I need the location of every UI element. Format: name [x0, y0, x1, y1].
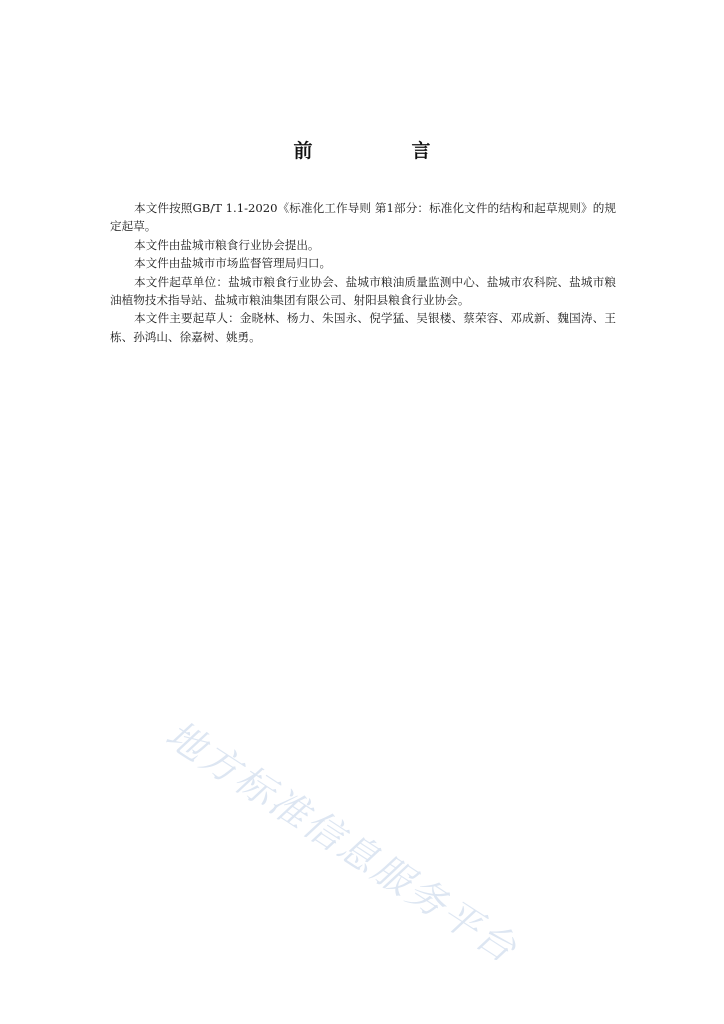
paragraph-main-drafters: 本文件主要起草人：金晓林、杨力、朱国永、倪学猛、吴银楼、蔡荣容、邓成新、魏国涛、王栋、孙鸿山、徐嘉树、姚勇。	[110, 311, 616, 344]
document-body	[110, 199, 616, 346]
paragraph-drafting-rules: 本文件按照GB/T 1.1-2020《标准化工作导则 第1部分：标准化文件的结构和起草规则》的规定起草。	[110, 201, 616, 234]
page-title: 前 言	[293, 140, 471, 162]
paragraph-administrator: 本文件由盐城市市场监督管理局归口。	[134, 256, 332, 271]
paragraph-proposer: 本文件由盐城市粮食行业协会提出。	[134, 237, 320, 252]
paragraph-drafting-units: 本文件起草单位：盐城市粮食行业协会、盐城市粮油质量监测中心、盐城市农科院、盐城市粮油植物技术指导站、盐城市粮油集团有限公司、射阳县粮食行业协会。	[110, 274, 616, 308]
watermark: 地方标准信息服务平台	[158, 711, 526, 973]
